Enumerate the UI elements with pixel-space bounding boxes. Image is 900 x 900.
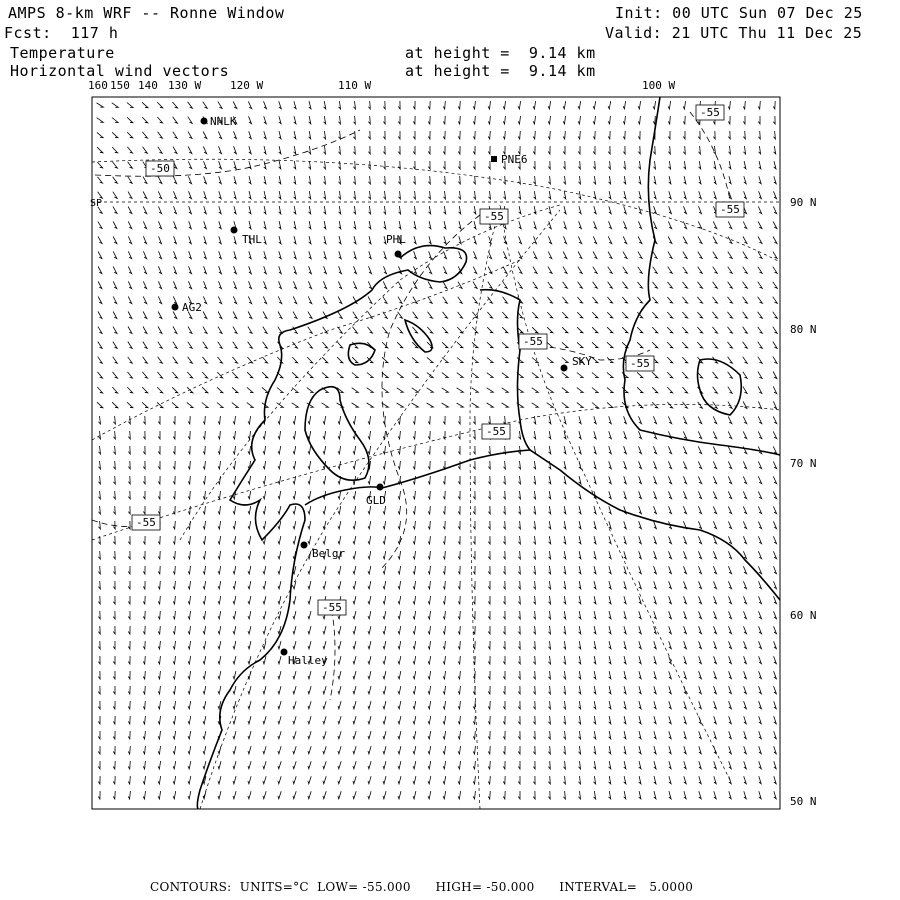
contour-label — [519, 334, 547, 349]
meridian-c — [470, 205, 500, 809]
contour-label — [696, 105, 724, 120]
svg-text:-55: -55 — [700, 106, 720, 119]
station-halley — [281, 649, 329, 668]
lon-label-160: 160 — [88, 79, 108, 92]
station-label: NHLK — [210, 115, 237, 128]
contour-label — [146, 161, 174, 176]
lat-label-80: 80 N — [790, 323, 817, 336]
lon-label-100: 100 W — [642, 79, 676, 92]
station-dot — [395, 251, 402, 258]
wind-vector-field — [97, 101, 778, 799]
coast-east — [623, 97, 780, 455]
map-title: AMPS 8-km WRF -- Ronne Window — [8, 4, 285, 22]
contour-label — [480, 209, 508, 224]
graticule — [92, 159, 780, 809]
island-east — [698, 359, 742, 415]
station-sky — [561, 355, 593, 372]
wind-vectors — [97, 101, 778, 799]
station-dot — [491, 156, 497, 162]
height-temperature: at height = 9.14 km — [405, 44, 596, 62]
svg-text:-55: -55 — [630, 357, 650, 370]
coast-west — [197, 246, 466, 809]
init-time: Init: 00 UTC Sun 07 Dec 25 — [615, 4, 863, 22]
svg-text:-55: -55 — [136, 516, 156, 529]
station-dot — [281, 649, 288, 656]
svg-text:-55: -55 — [486, 425, 506, 438]
contour-label — [132, 515, 160, 530]
lon-label-120: 120 W — [230, 79, 264, 92]
station-dot — [172, 304, 179, 311]
lat-label-90: 90 N — [790, 196, 817, 209]
svg-text:-50: -50 — [150, 162, 170, 175]
map-frame — [92, 97, 780, 809]
contour-label — [318, 600, 346, 615]
island-2 — [405, 320, 432, 352]
station-dot — [301, 542, 308, 549]
station-label: Halley — [288, 654, 328, 667]
svg-text:-55: -55 — [322, 601, 342, 614]
contour-minus55-e — [690, 112, 730, 200]
station-phl — [386, 233, 406, 258]
svg-text:-55: -55 — [484, 210, 504, 223]
lon-label-150: 150 — [110, 79, 130, 92]
field-wind-vectors: Horizontal wind vectors — [10, 62, 230, 80]
lon-label-110: 110 W — [338, 79, 372, 92]
station-dot — [231, 227, 238, 234]
station-label: AG2 — [182, 301, 202, 314]
height-wind: at height = 9.14 km — [405, 62, 596, 80]
lat-label-60: 60 N — [790, 609, 817, 622]
station-label: SKY — [572, 355, 592, 368]
station-label: PHL — [386, 233, 406, 246]
station-label: Belgr — [312, 547, 346, 560]
forecast-hour: Fcst: 117 h — [4, 24, 119, 42]
station-dot — [201, 118, 208, 125]
station-dot — [561, 365, 568, 372]
lat-label-70: 70 N — [790, 457, 817, 470]
station-label: PNE6 — [501, 153, 528, 166]
station-pne6 — [491, 153, 528, 166]
contour-label — [482, 424, 510, 439]
contour-minus50 — [95, 130, 360, 176]
station-nhlk — [201, 115, 237, 128]
meridian-b — [200, 210, 560, 809]
station-belgr — [301, 542, 346, 561]
coastline — [197, 97, 780, 809]
field-temperature: Temperature — [10, 44, 115, 62]
lon-label-130: 130 W — [168, 79, 202, 92]
island-3 — [348, 343, 375, 365]
station-label: THL — [242, 233, 262, 246]
valid-time: Valid: 21 UTC Thu 11 Dec 25 — [605, 24, 863, 42]
pole-marker — [90, 198, 102, 209]
contour-label — [716, 202, 744, 217]
station-label: GLD — [366, 494, 386, 507]
contour-labels — [132, 105, 744, 615]
contour-minus55-a — [380, 215, 480, 570]
contour-label — [626, 356, 654, 371]
coast-south — [305, 450, 780, 600]
pole-label: SP — [90, 198, 103, 209]
island-1 — [305, 387, 369, 481]
svg-text:-55: -55 — [523, 335, 543, 348]
contour-info-footer: CONTOURS: UNITS=°C LOW= -55.000 HIGH= -50.000 INTERVAL= 5.0000 — [150, 880, 694, 894]
lon-label-140: 140 — [138, 79, 158, 92]
lat-label-50: 50 N — [790, 795, 817, 808]
svg-text:-55: -55 — [720, 203, 740, 216]
station-dot — [377, 484, 384, 491]
